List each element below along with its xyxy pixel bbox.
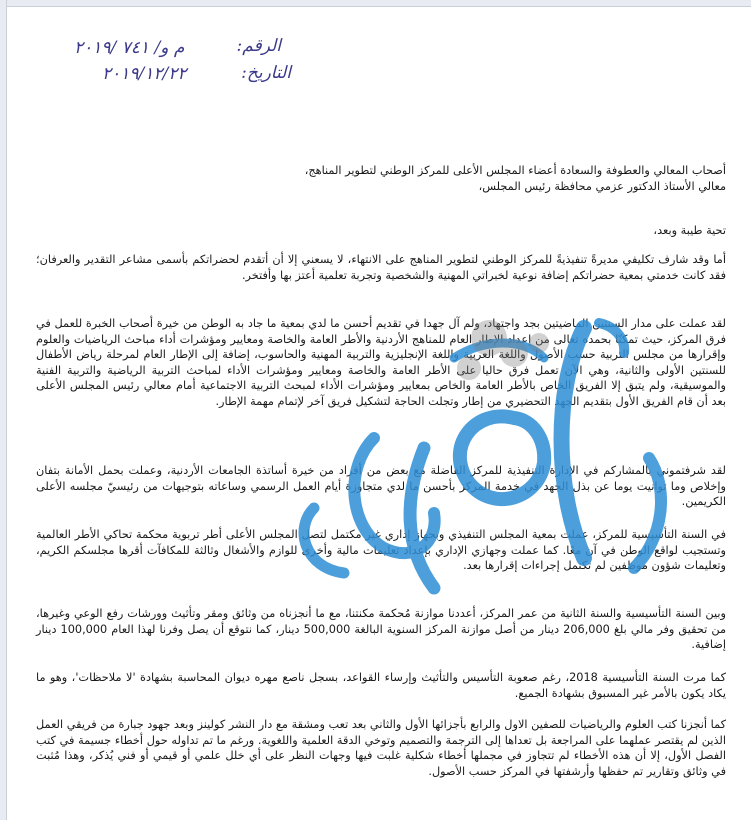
salutation-line-1: أصحاب المعالي والعطوفة والسعادة أعضاء المجلس الأعلى للمركز الوطني لتطوير المناهج، (304, 164, 726, 177)
paragraph-management: لقد شرفتموني بالمشاركم في الإدارة التنفيذية للمركز الفاضلة مع بعض من أفراد من خيرة أساتذة الجامعات الأردنية، وعملت بحمل الأمانة بتفان وإخلاص وما توانيت يوما عن بذل الجهد في خدمة المركز بأحسن ما لدي متجاوزة أيام العمل الرسمي وساعاته بتوجيهات من رئيسيّ مجلسه الأعلى الكريمين. (36, 464, 726, 508)
paragraph-founding-year: في السنة التأسيسية للمركز، عملت بمعية المجلس التنفيذي وبجهاز إداري غير مكتمل لتصل المجلس الأعلى أطر تربوية محكمة تحاكي الأطر العالمية وتستجيب لواقع الوطن في آن معًا. كما عملت وجهازي الإداري بإعداد تعليمات مالية وأخرى للوازم والأشغال وثالثة للمكافآت أقرها مجلسكم الكريم، وتعليمات شؤون موظفين لم تكتمل إجراءات إقرارها بعد. (36, 528, 726, 572)
paragraph-budget: وبين السنة التأسيسية والسنة الثانية من عمر المركز، أعددنا موازنة مُحكمة مكنتنا، مع ما أنجزناه من وثائق ومقر وتأثيث وورشات رفع الوعي وغيرها، من تحقيق وفر مالي بلغ 206,000 دينار من أصل موازنة المركز السنوية البالغة 500,000 دينار، كما نتوقع أن يصل وفرنا لهذا العام 100,000 دينار إضافية. (36, 607, 726, 651)
paragraph-intro: أما وقد شارف تكليفي مديرةً تنفيذيةً للمركز الوطني لتطوير المناهج على الانتهاء، لا يسعني إلا أن أتقدم لحضراتكم بأسمى مشاعر التقدير والعرفان؛ فقد كانت خدمتي بمعية حضراتكم إضافة نوعية لخبراتي المهنية والشخصية وتجربة تعلمية أعتز بها وأفتخر. (36, 253, 726, 282)
document-page (14, 8, 751, 820)
viewer-left-edge (0, 0, 7, 820)
reference-number: م و/ ٧٤١ /٢٠١٩ (74, 38, 185, 58)
viewer-top-edge (0, 0, 751, 7)
paragraph-achievements: لقد عملت على مدار السنتين الماضيتين بجد واجتهاد، ولم آل جهدا في تقديم أحسن ما لدي بمعية ما جاد به الوطن من خيرة أصحاب الخبرة للعمل في فرق المركز، حيث تمكنّا بحمده تعالى من إعداد الإطار العام للمناهج الأردنية والأطر العامة والخاصة ومعايير ومؤشرات أداء مباحث الرياضيات والعلوم وإقرارها من مجلس التربية حسب الأصول واللغة العربية واللغة الإنجليزية والتربية المهنية والحاسوب، إضافة إلى الإطار العام لمرحلة رياض الأطفال للسنتين الأولى والثانية، وهي الآن تعمل فرق حاليا على الأطر العامة والخاصة ومعايير ومؤشرات الأداء لمباحث التربية الرياضية والتربية الفنية والموسيقية، ولم يتبق إلا الفريق الخاص بالأطر العامة والخاص بمعايير ومؤشرات الأداء لمبحث التربية الاجتماعية أمام معالي رئيس المجلس الأعلى بعد أن قام الفريق الأول بتقديم الجهد التحضيري من إطار وتجلت الحاجة لتشكيل فريق آخر لإتمام مهمة الإطار. (36, 317, 726, 408)
reference-label: الرقم: (236, 36, 281, 56)
date-label: التاريخ: (241, 63, 291, 83)
greeting: تحية طيبة وبعد، (653, 224, 726, 237)
salutation-block (36, 163, 726, 194)
paragraph-audit: كما مرت السنة التأسيسية 2018، رغم صعوبة التأسيس والتأثيث وإرساء القواعد، بسجل ناصع مهره ديوان المحاسبة بشهادة 'لا ملاحظات'، وهو ما يكاد يكون بالأمر غير المسبوق بشهادة الجميع. (36, 671, 726, 700)
salutation-line-2: معالي الأستاذ الدكتور عزمي محافظة رئيس المجلس، (478, 179, 726, 193)
paragraph-textbooks: كما أنجزنا كتب العلوم والرياضيات للصفين الاول والرابع بأجزائها الأول والثاني بعد تعب ومشقة مع دار النشر كولينز وبعد جهود جبارة من فريقي العمل الذين لم يقتصر عملهما على المراجعة بل تعداها إلى الترجمة والتصميم وتوخي الدقة العلمية واللغوية. ورغم ما تم تداوله حول أخطاء جسيمة في كتب الفصل الأول، إلا أن هذه الأخطاء لم تتجاوز في مجملها أخطاء شكلية غلبت فيها وجهات النظر على أي خلل علمي أو قيمي أو فني يُذكر، وهذا مُثبت في وثائق وتقارير تم حفظها وأرشفتها في المركز حسب الأصول. (36, 718, 726, 778)
date-value: ٢٠١٩/١٢/٢٢ (102, 64, 187, 84)
